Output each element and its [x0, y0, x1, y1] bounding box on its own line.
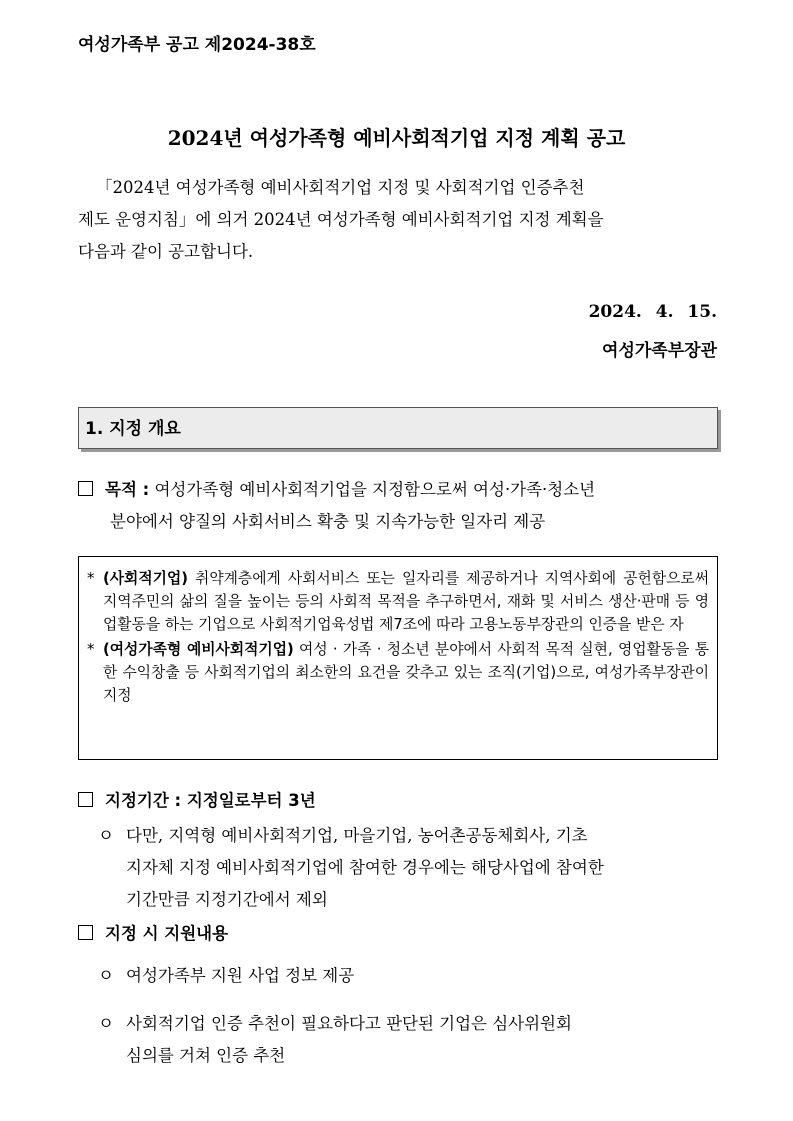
support-bullet — [78, 918, 228, 950]
checkbox-square-icon — [78, 925, 93, 940]
purpose-text: 여성가족형 예비사회적기업을 지정함으로써 여성·가족·청소년 — [154, 480, 596, 499]
period-detail — [98, 820, 718, 916]
circle-bullet-icon: ㅇ — [98, 1014, 114, 1033]
definition-term: (사회적기업) — [103, 570, 188, 587]
intro-line: 다음과 같이 공고합니다. — [78, 242, 254, 261]
period-label: 지정기간 : 지정일로부터 3년 — [105, 791, 316, 810]
asterisk-icon: * — [87, 570, 95, 587]
checkbox-square-icon — [78, 481, 93, 496]
definition-term: (여성가족형 예비사회적기업) — [103, 641, 294, 658]
circle-bullet-icon: ㅇ — [98, 966, 114, 985]
period-bullet — [78, 785, 316, 817]
asterisk-icon: * — [87, 641, 95, 658]
support-item — [98, 960, 718, 992]
notice-number: 여성가족부 공고 제2024-38호 — [78, 35, 316, 55]
period-detail-text: 다만, 지역형 예비사회적기업, 마을기업, 농어촌공동체회사, 기초 — [126, 826, 588, 845]
support-item-text: 심의를 거쳐 인증 추천 — [126, 1046, 286, 1065]
support-item-text: 사회적기업 인증 추천이 필요하다고 판단된 기업은 심사위원회 — [126, 1014, 572, 1033]
section-heading: 1. 지정 개요 — [78, 407, 718, 449]
definition-text: 취약계층에게 사회서비스 또는 일자리를 제공하거나 지역사회에 공헌함으로써 지역주민의 삶의 질을 높이는 등의 사회적 목적을 추구하면서, 재화 및 서비스 생산·판매 등 영업활동을 하는 기업으로 사회적기업육성법 제7조에 따라 고용노동부장관의 인증을 받은 자 — [103, 570, 709, 633]
intro-line: 제도 운영지침」에 의거 2024년 여성가족형 예비사회적기업 지정 계획을 — [78, 210, 604, 229]
period-detail-text: 지자체 지정 예비사회적기업에 참여한 경우에는 해당사업에 참여한 — [126, 858, 604, 877]
purpose-label: 목적 : — [105, 480, 150, 499]
period-detail-text: 기간만큼 지정기간에서 제외 — [126, 890, 328, 909]
signatory: 여성가족부장관 — [602, 341, 717, 361]
support-item — [98, 1008, 718, 1072]
checkbox-square-icon — [78, 792, 93, 807]
purpose-bullet — [78, 474, 718, 538]
definition-box — [78, 556, 718, 760]
definition-text: 여성 · 가족 · 청소년 분야에서 사회적 목적 실현, 영업활동을 통한 수익창출 등 사회적기업의 최소한의 요건을 갖추고 있는 조직(기업)으로, 여성가족부장관이 지정 — [103, 641, 709, 704]
support-item-text: 여성가족부 지원 사업 정보 제공 — [126, 966, 355, 985]
purpose-text: 분야에서 양질의 사회서비스 확충 및 지속가능한 일자리 제공 — [110, 512, 546, 531]
notice-date: 2024. 4. 15. — [588, 302, 717, 322]
circle-bullet-icon: ㅇ — [98, 826, 114, 845]
support-label: 지정 시 지원내용 — [105, 924, 229, 943]
intro-paragraph — [78, 172, 718, 268]
page-title: 2024년 여성가족형 예비사회적기업 지정 계획 공고 — [167, 126, 626, 150]
definition-item — [87, 567, 709, 636]
definition-item — [87, 638, 709, 707]
intro-line: 「2024년 여성가족형 예비사회적기업 지정 및 사회적기업 인증추천 — [96, 178, 585, 197]
